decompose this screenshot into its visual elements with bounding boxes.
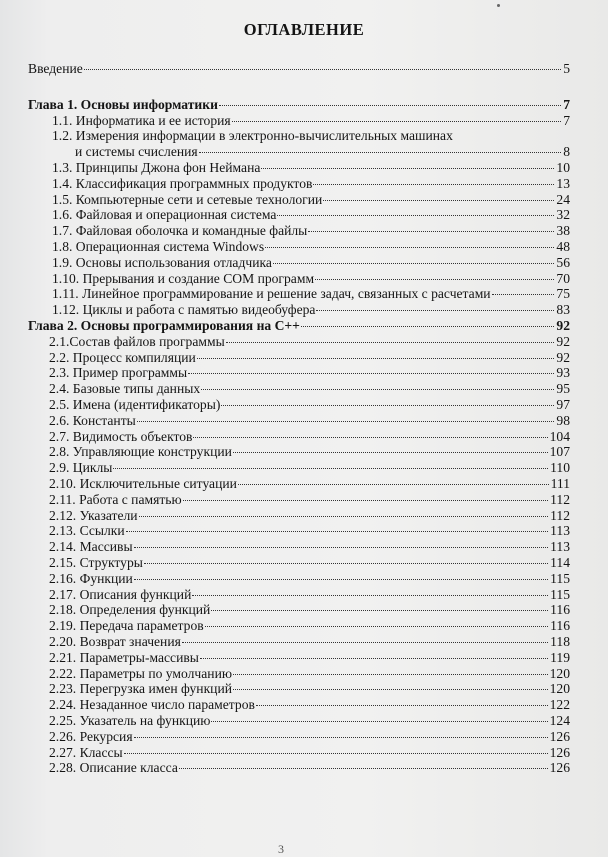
toc-entry-text: 2.13. Ссылки [49, 523, 125, 539]
toc-page-number: 122 [549, 697, 570, 713]
toc-page-number: 92 [556, 333, 570, 349]
toc-page-number: 110 [550, 460, 570, 476]
page-number: 3 [278, 842, 284, 856]
toc-entry [52, 192, 570, 208]
toc-entry [49, 413, 570, 429]
toc-entry-text: 1.8. Операционная система Windows [52, 239, 265, 254]
toc-page-number: 126 [549, 744, 570, 760]
toc-entry-text: 1.12. Циклы и работа с памятью видеобуфера [52, 302, 316, 318]
toc-entry [49, 760, 570, 776]
toc-entry-text: 1.10. Прерывания и создание COM программ [52, 270, 315, 286]
toc-page-number: 113 [550, 523, 570, 539]
toc-entry [49, 365, 570, 381]
leader-dots [238, 484, 549, 485]
toc-page-number: 70 [556, 270, 570, 286]
toc-page-number: 5 [563, 61, 570, 76]
leader-dots [211, 610, 548, 611]
toc-entry-text: 2.23. Перегрузка имен функций [49, 681, 233, 697]
leader-dots [139, 516, 549, 517]
toc-entry [49, 571, 570, 587]
toc-entry-text: 2.20. Возврат значения [49, 634, 181, 649]
toc-entry [49, 397, 570, 413]
leader-dots [134, 737, 548, 738]
leader-dots [200, 658, 548, 659]
toc-page-number: 48 [556, 239, 570, 254]
toc-entry-text: 2.27. Классы [49, 744, 123, 760]
toc-entry [75, 144, 570, 160]
toc-entry-text: 1.11. Линейное программирование и решение задач, связанных с расчетами [52, 286, 491, 302]
toc-entry [49, 492, 570, 508]
leader-dots [233, 674, 548, 675]
toc-entry [52, 176, 570, 192]
leader-dots [221, 405, 554, 406]
toc-entry-text: 2.9. Циклы [49, 460, 113, 476]
toc-page-number: 107 [549, 444, 570, 460]
toc-entry-text: 1.9. Основы использования отладчика [52, 254, 272, 270]
toc-entry-text: 2.18. Определения функций [49, 602, 211, 618]
toc-page-number: 116 [550, 602, 570, 618]
toc-entry-text: 1.2. Измерения информации в электронно-вычислительных машинах [52, 128, 453, 144]
toc-entry [49, 555, 570, 571]
leader-dots [84, 69, 561, 70]
toc-page-number: 126 [549, 760, 570, 776]
toc-entry [52, 239, 570, 255]
toc-page-number: 98 [556, 412, 570, 428]
toc-page-number: 119 [550, 649, 570, 665]
toc-page-number: 97 [556, 397, 570, 412]
toc-entry-text: 2.6. Константы [49, 412, 136, 428]
leader-dots [211, 721, 547, 722]
toc-entry-text: 1.1. Информатика и ее история [52, 112, 231, 128]
toc-entry [49, 602, 570, 618]
toc-entry-text: 2.2. Процесс компиляции [49, 349, 196, 365]
toc-entry [49, 666, 570, 682]
leader-dots [323, 200, 554, 201]
leader-dots [226, 342, 555, 343]
toc-page-number: 120 [549, 681, 570, 697]
leader-dots [182, 642, 548, 643]
toc-entry-text: 2.14. Массивы [49, 539, 133, 555]
toc-page-number: 92 [556, 318, 570, 333]
toc-page-number: 38 [556, 223, 570, 239]
leader-dots [205, 626, 548, 627]
toc-page-number: 7 [563, 112, 570, 128]
leader-dots [265, 247, 554, 248]
toc-entry-text: 2.22. Параметры по умолчанию [49, 665, 233, 681]
toc-entry [49, 523, 570, 539]
toc-entry [49, 539, 570, 555]
toc-page-number: 32 [556, 207, 570, 223]
leader-dots [233, 689, 548, 690]
toc-page-number: 112 [550, 491, 570, 507]
leader-dots [308, 231, 554, 232]
leader-dots [179, 768, 548, 769]
toc-entry-text: 2.19. Передача параметров [49, 618, 204, 634]
toc-page-number: 83 [556, 302, 570, 318]
leader-dots [183, 500, 548, 501]
toc-entry-text: 2.16. Функции [49, 570, 133, 586]
toc-entry-text: 2.15. Структуры [49, 555, 143, 570]
toc-entry [49, 508, 570, 524]
toc-entry [49, 618, 570, 634]
toc-entry [49, 650, 570, 666]
toc-entry [49, 729, 570, 745]
leader-dots [277, 215, 554, 216]
leader-dots [134, 579, 548, 580]
leader-dots [201, 389, 554, 390]
toc-page-number: 104 [549, 428, 570, 444]
toc-entry-text: 2.11. Работа с памятью [49, 491, 182, 507]
toc-entry-text: 2.7. Видимость объектов [49, 428, 193, 444]
toc-page-number: 24 [556, 191, 570, 207]
toc-entry [52, 271, 570, 287]
toc-page-number: 92 [556, 349, 570, 365]
toc-page-number: 115 [550, 570, 570, 586]
toc-entry-text: 2.24. Незаданное число параметров [49, 697, 255, 713]
toc-chapter [28, 318, 570, 334]
toc-entry-text: Глава 2. Основы программирования на С++ [28, 318, 300, 333]
leader-dots [219, 105, 561, 106]
leader-dots [134, 547, 549, 548]
toc-entry-text: 2.5. Имена (идентификаторы) [49, 397, 221, 412]
toc-entry-text: 2.8. Управляющие конструкции [49, 444, 232, 460]
leader-dots [199, 152, 562, 153]
leader-dots [137, 421, 555, 422]
leader-dots [301, 326, 555, 327]
leader-dots [233, 452, 548, 453]
toc-entry-text: 2.26. Рекурсия [49, 728, 133, 744]
toc-page-number: 75 [556, 286, 570, 302]
toc-entry-text: 2.12. Указатели [49, 507, 138, 523]
toc-page-number: 118 [550, 634, 570, 649]
toc-entry [49, 713, 570, 729]
toc-entry-text: Глава 1. Основы информатики [28, 96, 218, 112]
leader-dots [113, 468, 548, 469]
toc-page-number: 116 [550, 618, 570, 634]
toc-entry-text: 2.10. Исключительные ситуации [49, 476, 237, 491]
leader-dots [316, 310, 554, 311]
toc-entry [49, 681, 570, 697]
toc-entry [52, 255, 570, 271]
leader-dots [261, 168, 554, 169]
toc-page-number: 126 [549, 728, 570, 744]
page-speck [497, 4, 500, 7]
toc-entry-text: 1.3. Принципы Джона фон Неймана [52, 160, 261, 175]
toc-entry [52, 207, 570, 223]
leader-dots [315, 279, 554, 280]
toc-page-number: 111 [550, 476, 570, 491]
toc-entry [49, 476, 570, 492]
toc-entry [52, 286, 570, 302]
toc-entry-text: 2.3. Пример программы [49, 365, 188, 381]
toc-entry-text: 1.4. Классификация программных продуктов [52, 175, 313, 191]
toc-page-number: 114 [550, 555, 570, 570]
page-title: ОГЛАВЛЕНИЕ [243, 20, 365, 39]
toc-entry [49, 350, 570, 366]
toc-page-number: 56 [556, 254, 570, 270]
toc-entry-text: 1.7. Файловая оболочка и командные файлы [52, 223, 308, 239]
toc-entry [49, 745, 570, 761]
toc-entry [49, 381, 570, 397]
toc-entry-text: 1.5. Компьютерные сети и сетевые технологии [52, 191, 323, 207]
toc-entry [49, 334, 570, 350]
toc-page-number: 10 [556, 160, 570, 175]
leader-dots [144, 563, 548, 564]
leader-dots [126, 531, 548, 532]
leader-dots [256, 705, 548, 706]
toc-entry-text: Введение [28, 61, 83, 76]
toc-entry-text: 2.1.Состав файлов программы [49, 333, 225, 349]
leader-dots [197, 358, 555, 359]
toc-chapter [28, 97, 570, 113]
leader-dots [273, 263, 555, 264]
toc-page-number: 124 [549, 713, 570, 728]
leader-dots [192, 595, 548, 596]
toc-entry [52, 223, 570, 239]
toc-entry [49, 444, 570, 460]
toc-page-number: 93 [556, 365, 570, 381]
toc-intro [28, 61, 570, 77]
toc-entry-text: 1.6. Файловая и операционная система [52, 207, 277, 223]
toc-page-number: 112 [550, 507, 570, 523]
toc-entry-text: 2.25. Указатель на функцию [49, 713, 211, 728]
toc-entry [49, 587, 570, 603]
toc-page-number: 13 [556, 175, 570, 191]
toc-entry [49, 634, 570, 650]
leader-dots [313, 184, 554, 185]
toc-entry-text: 2.17. Описания функций [49, 586, 192, 602]
toc-entry-text: 2.21. Параметры-массивы [49, 649, 199, 665]
toc-entry [52, 113, 570, 129]
toc-entry [52, 160, 570, 176]
toc-entry [49, 429, 570, 445]
leader-dots [188, 373, 554, 374]
toc-entry [52, 302, 570, 318]
toc-page-number: 95 [556, 381, 570, 397]
toc-page-number: 120 [549, 665, 570, 681]
leader-dots [232, 121, 562, 122]
toc-page-number: 113 [550, 539, 570, 555]
toc-page-number: 7 [563, 96, 570, 112]
leader-dots [492, 294, 555, 295]
toc-entry [49, 460, 570, 476]
toc-page-number: 8 [563, 144, 570, 160]
toc-entry [49, 697, 570, 713]
leader-dots [124, 753, 548, 754]
leader-dots [193, 437, 547, 438]
toc-entry-text: 2.4. Базовые типы данных [49, 381, 201, 397]
toc-entry-text: и системы счисления [75, 144, 198, 160]
toc-page-number: 115 [550, 586, 570, 602]
toc-entry-text: 2.28. Описание класса [49, 760, 178, 776]
